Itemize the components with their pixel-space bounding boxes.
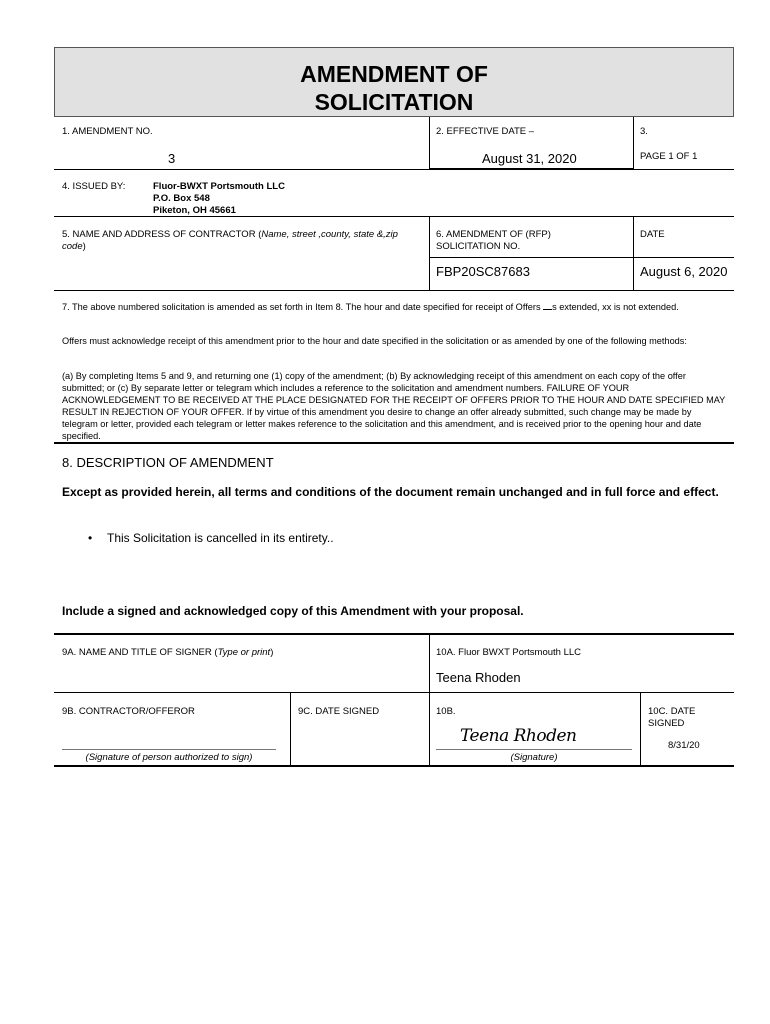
acknowledge-text: Offers must acknowledge receipt of this amendment prior to the hour and date specified in the solicitation or as amended by one of the following methods: (62, 336, 687, 346)
signature-caption-10b: (Signature) (510, 752, 558, 763)
contractor-label: 5. NAME AND ADDRESS OF CONTRACTOR (Name, street ,county, state &,zip code) (62, 229, 398, 252)
divider (54, 442, 734, 444)
solicitation-date: August 6, 2020 (640, 264, 728, 279)
date-label: DATE (640, 229, 665, 240)
divider (290, 692, 291, 766)
effective-date-label: 2. EFFECTIVE DATE – (436, 126, 535, 137)
divider (429, 216, 430, 290)
label-9b: 9B. CONTRACTOR/OFFEROR (62, 706, 195, 717)
divider (633, 117, 634, 169)
form-title (54, 47, 734, 117)
signer-name-10a: Teena Rhoden (436, 670, 521, 685)
divider (54, 216, 734, 217)
divider (54, 765, 734, 767)
divider (429, 257, 734, 258)
issuer-name: Fluor-BWXT Portsmouth LLC (153, 181, 285, 192)
signature-line (436, 749, 632, 750)
signer-label: 9A. NAME AND TITLE OF SIGNER (Type or print) (62, 647, 274, 658)
divider (640, 692, 641, 766)
item-7-text: 7. The above numbered solicitation is amended as set forth in Item 8. The hour and date specified for receipt of Offers s extended, xx is not extended. (62, 302, 679, 312)
label-10b: 10B. (436, 706, 456, 717)
include-instruction: Include a signed and acknowledged copy of this Amendment with your proposal. (62, 604, 524, 618)
divider (54, 169, 734, 170)
signature-caption-9b: (Signature of person authorized to sign) (85, 752, 253, 763)
divider (54, 692, 734, 693)
date-10c: 8/31/20 (668, 740, 700, 751)
divider (429, 117, 430, 169)
amendment-no-value: 3 (168, 151, 176, 166)
issuer-address-2: Piketon, OH 45661 (153, 205, 236, 216)
label-10a: 10A. Fluor BWXT Portsmouth LLC (436, 647, 582, 658)
amendment-no-label: 1. AMENDMENT NO. (62, 126, 153, 137)
rfp-label: 6. AMENDMENT OF (RFP) SOLICITATION NO. (436, 229, 551, 252)
acknowledge-methods: (a) By completing Items 5 and 9, and returning one (1) copy of the amendment; (b) By acknowledging receipt of this amendment on each copy of the offer submitted; or (c) By separate letter or telegram which includes a reference to the solicitation and amendment numbers. FAILURE OF YOUR ACKNOWLEDGEMENT TO BE RECEIVED AT THE PLACE DESIGNATED FOR THE RECEIPT OF OFFERS PRIOR TO THE HOUR AND DATE SPECIFIED MAY RESULT IN REJECTION OF YOUR OFFER. If by virtue of this amendment you desire to change an offer already submitted, such change may be made by telegram or letter, provided each telegram or letter makes reference to the solicitation and this amendment, and is received prior to the opening hour and date specified. (62, 371, 726, 441)
divider (429, 633, 430, 766)
item-8-heading: 8. DESCRIPTION OF AMENDMENT (62, 455, 274, 470)
effective-date-value: August 31, 2020 (482, 151, 577, 166)
divider (54, 290, 734, 291)
signature-10b: Teena Rhoden (460, 726, 577, 746)
divider (633, 216, 634, 290)
cancellation-item: This Solicitation is cancelled in its entirety.. (107, 531, 334, 545)
solicitation-number: FBP20SC87683 (436, 264, 530, 279)
bullet-icon: • (88, 531, 93, 545)
page-count: PAGE 1 OF 1 (640, 151, 698, 162)
divider (54, 633, 734, 635)
issued-by-label: 4. ISSUED BY: (62, 181, 126, 192)
terms-statement: Except as provided herein, all terms and conditions of the document remain unchanged and in full force and effect. (62, 485, 719, 499)
item-3-label: 3. (640, 126, 648, 137)
label-9c: 9C. DATE SIGNED (298, 706, 380, 717)
title-line-1: AMENDMENT OF (300, 61, 488, 87)
blank-field (543, 300, 552, 310)
title-line-2: SOLICITATION (314, 89, 474, 115)
signature-line (62, 749, 276, 750)
issuer-address-1: P.O. Box 548 (153, 193, 210, 204)
label-10c: 10C. DATE SIGNED (648, 706, 696, 729)
